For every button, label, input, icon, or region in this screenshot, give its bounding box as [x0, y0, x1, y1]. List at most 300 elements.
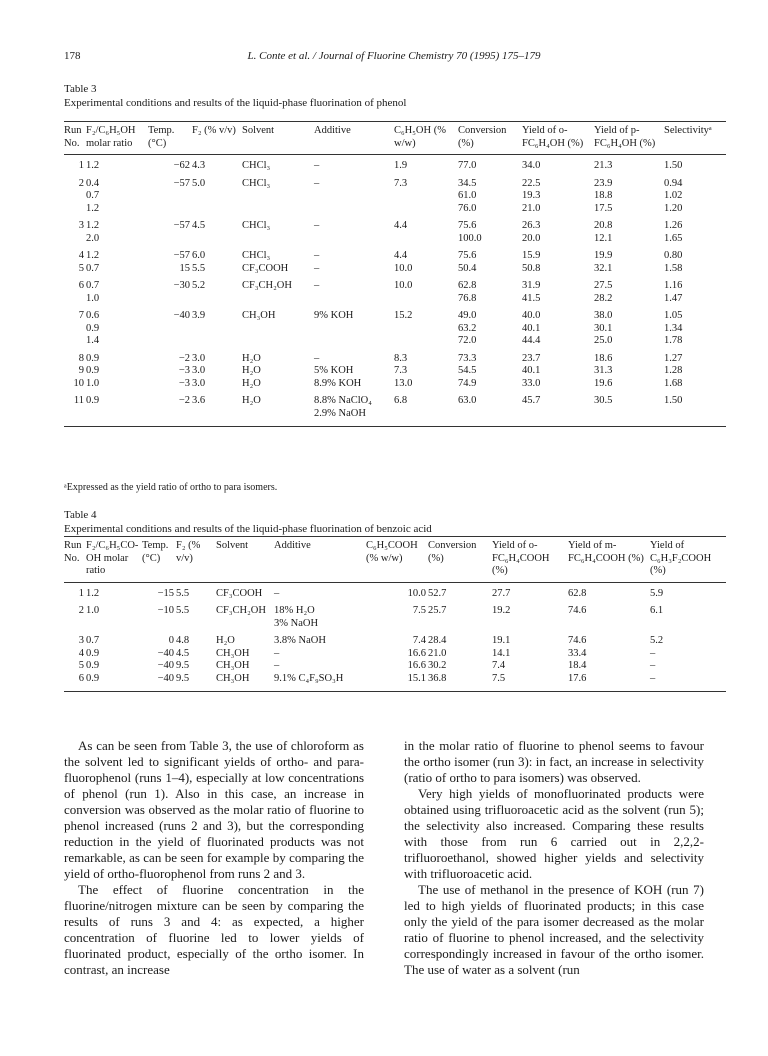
table-cell: [192, 408, 242, 426]
table-cell: 19.1: [492, 635, 511, 646]
table-cell: [314, 233, 394, 246]
table-cell: 3.6: [192, 395, 206, 406]
table-row: [64, 618, 726, 631]
table-cell: [192, 335, 242, 348]
table-cell: 2: [78, 605, 84, 616]
table-cell: 1.28: [664, 365, 683, 376]
table-cell: −57: [173, 220, 190, 231]
table-cell: 4.4: [394, 250, 408, 261]
table-cell: 5: [78, 262, 84, 274]
table-cell: [394, 323, 458, 336]
table-cell: 40.1: [522, 365, 541, 376]
table-cell: 0.7: [86, 635, 100, 646]
table-cell: 26.3: [522, 220, 541, 231]
table-cell: 4.3: [192, 160, 206, 171]
table-cell: CH₃OH: [216, 672, 250, 684]
column-header: F₂ (% v/v): [176, 540, 201, 564]
table-cell: 18.6: [594, 352, 613, 364]
table3-bottom-rule: [64, 426, 726, 427]
table-row: [64, 155, 726, 173]
table-cell: H₂O: [242, 395, 261, 406]
table-cell: [192, 190, 242, 203]
table-cell: [650, 618, 726, 631]
table-cell: 33.0: [522, 377, 541, 389]
table-cell: 5.5: [192, 262, 206, 274]
table-cell: [64, 335, 86, 348]
row-group: [64, 390, 726, 425]
table-cell: 50.8: [522, 262, 541, 274]
table-cell: 5% KOH: [314, 365, 354, 376]
table-row: [64, 263, 726, 276]
table-cell: [64, 323, 86, 336]
table-cell: 1.78: [664, 335, 683, 346]
table-cell: 34.0: [522, 160, 541, 171]
row-group: [64, 155, 726, 173]
table-cell: −57: [173, 177, 190, 189]
table-cell: –: [314, 220, 320, 231]
table-cell: 8: [78, 352, 84, 364]
table-row: [64, 378, 726, 391]
table-cell: –: [274, 587, 280, 599]
table-cell: [176, 618, 216, 631]
table-cell: 0.7: [86, 280, 100, 291]
table-cell: [86, 408, 148, 426]
table-row: [64, 408, 726, 426]
table-cell: [428, 618, 492, 631]
row-group: [64, 215, 726, 245]
table-cell: [142, 618, 176, 631]
table-cell: 3: [78, 635, 84, 646]
table-cell: [148, 233, 192, 246]
table-cell: 7.3: [394, 177, 408, 189]
body-paragraph: The effect of fluorine concentration in the fluorine/nitrogen mixture can be seen by comparing the results of runs 3 and 4: as expected, a higher concentration of fluorine led to lower yields of fluorinated product, especially of the ortho isomer. In contrast, an increase: [64, 882, 364, 977]
table-cell: 3.9: [192, 310, 206, 321]
table-cell: 0.9: [86, 672, 100, 684]
table-cell: 19.3: [522, 190, 541, 201]
table-cell: 74.6: [568, 605, 587, 616]
column-header: F₂/C₆H₅CO-OH molar ratio: [86, 540, 139, 576]
table-cell: 21.0: [428, 647, 447, 659]
column-header: Solvent: [242, 125, 275, 136]
table-cell: 44.4: [522, 335, 541, 346]
table-row: [64, 233, 726, 246]
table-cell: [242, 190, 314, 203]
table-cell: –: [650, 647, 656, 659]
table-cell: 10: [73, 377, 84, 389]
table-cell: [394, 335, 458, 348]
table-cell: 62.8: [568, 587, 587, 599]
table-cell: 30.2: [428, 660, 447, 671]
table-cell: 75.6: [458, 220, 477, 231]
table-cell: −62: [173, 160, 190, 171]
table-cell: −40: [157, 672, 174, 684]
running-title: L. Conte et al. / Journal of Fluorine Chemistry 70 (1995) 175–179: [247, 50, 541, 62]
table-cell: −15: [157, 587, 174, 599]
table-cell: [394, 203, 458, 216]
table-cell: [216, 618, 274, 631]
table-cell: 73.3: [458, 352, 477, 364]
table-cell: H₂O: [242, 377, 261, 389]
table-cell: CHCl₃: [242, 160, 271, 171]
table4-label: Table 4: [64, 509, 97, 521]
table-cell: 23.9: [594, 177, 613, 189]
table3: [64, 121, 726, 425]
table-cell: 15.1: [407, 672, 426, 684]
table-cell: 4.4: [394, 220, 408, 231]
table-cell: 16.6: [407, 647, 426, 659]
table-cell: 2.9% NaOH: [314, 407, 366, 419]
table-cell: [314, 335, 394, 348]
body-column-left: [64, 738, 364, 978]
table-cell: 20.0: [522, 232, 541, 244]
table-cell: −40: [157, 660, 174, 671]
table-cell: 17.6: [568, 672, 587, 684]
table-cell: 2.0: [86, 232, 100, 244]
table-cell: 72.0: [458, 335, 477, 346]
table-cell: 1.47: [664, 292, 683, 304]
table3-caption: [64, 82, 726, 110]
table-cell: [64, 203, 86, 216]
table-cell: 18.8: [594, 190, 613, 201]
table-cell: 3: [78, 220, 84, 231]
table-cell: −57: [173, 250, 190, 261]
column-header: Yield of C₆H₃F₂COOH (%): [650, 540, 712, 576]
table-row: [64, 305, 726, 323]
table-cell: 7: [78, 310, 84, 321]
table-cell: 1.0: [86, 605, 100, 616]
table-cell: 1: [78, 160, 84, 171]
table-cell: 4: [78, 647, 84, 659]
table-cell: CHCl₃: [242, 250, 271, 261]
column-header: C₆H₅OH (% w/w): [394, 125, 446, 149]
table-cell: 74.6: [568, 635, 587, 646]
table3-label: Table 3: [64, 83, 97, 95]
table-cell: 49.0: [458, 310, 477, 321]
table-cell: 1: [78, 587, 84, 599]
table-cell: 0.9: [86, 647, 100, 659]
table-cell: 77.0: [458, 160, 477, 171]
table-cell: 7.5: [412, 605, 426, 616]
table-cell: 18% H₂O: [274, 605, 315, 616]
table-row: [64, 245, 726, 263]
table-cell: 0.80: [664, 250, 683, 261]
table-cell: 1.2: [86, 160, 100, 171]
table-cell: 14.1: [492, 647, 511, 659]
table-cell: 23.7: [522, 352, 541, 364]
row-group: [64, 275, 726, 305]
table-cell: [568, 618, 650, 631]
table-cell: [86, 618, 142, 631]
table-cell: [242, 203, 314, 216]
table-row: [64, 600, 726, 618]
table-cell: 1.34: [664, 322, 683, 334]
table-cell: CH₃OH: [216, 647, 250, 659]
table-cell: −10: [157, 605, 174, 616]
table-cell: [314, 293, 394, 306]
table-cell: 5.0: [192, 177, 206, 189]
table-cell: [148, 323, 192, 336]
table-cell: 18.4: [568, 660, 587, 671]
table-cell: 22.5: [522, 177, 541, 189]
table-cell: –: [314, 352, 320, 364]
table-cell: 76.0: [458, 202, 477, 214]
table-cell: 32.1: [594, 262, 613, 274]
column-header: Run No.: [64, 125, 82, 149]
table-cell: [192, 233, 242, 246]
table-cell: –: [650, 672, 656, 684]
row-group: [64, 348, 726, 391]
table4-bottom-rule: [64, 691, 726, 692]
table-cell: 33.4: [568, 647, 587, 659]
table-cell: 1.68: [664, 377, 683, 389]
table-cell: 20.8: [594, 220, 613, 231]
table4-caption: [64, 508, 726, 536]
table-cell: 0.7: [86, 190, 100, 201]
table-cell: 1.2: [86, 220, 100, 231]
table-cell: [394, 233, 458, 246]
table-cell: 7.3: [394, 365, 408, 376]
column-header: Yield of o-FC₆H₄COOH (%): [492, 540, 550, 576]
table-cell: 17.5: [594, 202, 613, 214]
table-row: [64, 203, 726, 216]
table4: [64, 536, 726, 690]
column-header: Conversion (%): [428, 540, 477, 564]
table-cell: 3.0: [192, 365, 206, 376]
table-cell: 6.0: [192, 250, 206, 261]
table-cell: CF₃COOH: [242, 262, 289, 274]
table-cell: [242, 323, 314, 336]
table-cell: [242, 335, 314, 348]
table4-title: Experimental conditions and results of the liquid-phase fluorination of benzoic acid: [64, 523, 432, 535]
table-cell: –: [314, 250, 320, 261]
table-cell: 25.0: [594, 335, 613, 346]
table-cell: 3.8% NaOH: [274, 635, 326, 646]
table-cell: 40.0: [522, 310, 541, 321]
table-cell: 12.1: [594, 232, 613, 244]
table-cell: 28.4: [428, 635, 447, 646]
table-cell: 9: [78, 365, 84, 376]
table-cell: 1.50: [664, 395, 683, 406]
table-cell: 52.7: [428, 587, 447, 599]
table-cell: 25.7: [428, 605, 447, 616]
table-cell: [458, 408, 522, 426]
table-cell: [242, 408, 314, 426]
table-cell: 4.5: [192, 220, 206, 231]
table-cell: 63.0: [458, 395, 477, 406]
body-paragraph: As can be seen from Table 3, the use of chloroform as the solvent led to significant yields of ortho- and para-fluorophenol (runs 1–4), especially at low concentrations of phenol (run 1). Also in this case, an increase in conversion was observed as the molar ratio of fluorine to phenol increased (runs 2 and 3), but the corresponding reduction in the yield of fluorinated products was not remarkable, as can be seen for example by comparing the yield of ortho-fluorophenol from runs 2 and 3.: [64, 738, 364, 881]
table-row: [64, 215, 726, 233]
column-header: Solvent: [216, 540, 249, 551]
column-header: Selectivityᵃ: [664, 125, 712, 136]
table-cell: [594, 408, 664, 426]
column-header: Run No.: [64, 540, 82, 564]
column-header: F₂/C₆H₅OH molar ratio: [86, 125, 136, 149]
column-header: Temp. (°C): [148, 125, 175, 149]
table-cell: CH₃OH: [216, 660, 250, 671]
table-cell: 5.5: [176, 605, 190, 616]
table-cell: –: [314, 280, 320, 291]
table-cell: H₂O: [242, 352, 261, 364]
table-row: [64, 630, 726, 648]
table-cell: 28.2: [594, 292, 613, 304]
column-header: Conversion (%): [458, 125, 507, 149]
table-cell: 54.5: [458, 365, 477, 376]
table-cell: 74.9: [458, 377, 477, 389]
table-row: [64, 275, 726, 293]
table-cell: [314, 203, 394, 216]
table-cell: 5: [78, 660, 84, 671]
table-cell: 6: [78, 672, 84, 684]
table-cell: 40.1: [522, 322, 541, 334]
table-cell: 6: [78, 280, 84, 291]
table-cell: CHCl₃: [242, 177, 271, 189]
row-group: [64, 582, 726, 600]
row-group: [64, 600, 726, 630]
table-cell: 0.9: [86, 322, 100, 334]
body-paragraph: in the molar ratio of fluorine to phenol seems to favour the ortho isomer (run 3): in fact, an increase in selectivity (ratio of ortho to para isomers) was observed.: [404, 738, 704, 785]
table-cell: 36.8: [428, 672, 447, 684]
table-cell: [242, 233, 314, 246]
table-cell: −40: [173, 310, 190, 321]
table-cell: [242, 293, 314, 306]
column-header: Temp. (°C): [142, 540, 169, 564]
table-cell: −2: [178, 352, 190, 364]
column-header: Yield of o-FC₆H₄OH (%): [522, 125, 584, 149]
table-cell: 15: [179, 262, 190, 274]
table-cell: [148, 293, 192, 306]
column-header: Yield of p-FC₆H₄OH (%): [594, 125, 656, 149]
table-cell: 8.9% KOH: [314, 377, 362, 389]
table-row: [64, 582, 726, 600]
table-cell: 63.2: [458, 322, 477, 334]
table-cell: [64, 293, 86, 306]
table-cell: CHCl₃: [242, 220, 271, 231]
body-column-right: [404, 738, 704, 978]
table-cell: 15.9: [522, 250, 541, 261]
table-cell: 9.5: [176, 660, 190, 671]
table-cell: 1.0: [86, 292, 100, 304]
table-cell: –: [314, 262, 320, 274]
table-row: [64, 323, 726, 336]
table-cell: [148, 335, 192, 348]
row-group: [64, 305, 726, 348]
table-cell: 10.0: [394, 280, 413, 291]
table-cell: H₂O: [242, 365, 261, 376]
table-cell: [394, 293, 458, 306]
column-header: F₂ (% v/v): [192, 125, 236, 136]
table-cell: H₂O: [216, 635, 235, 646]
table-cell: 0.7: [86, 262, 100, 274]
table-cell: 19.6: [594, 377, 613, 389]
table-cell: 1.2: [86, 202, 100, 214]
table-cell: [394, 190, 458, 203]
table-cell: 75.6: [458, 250, 477, 261]
table-cell: CF₃CH₂OH: [216, 605, 266, 616]
table-cell: 1.02: [664, 190, 683, 201]
table-cell: [148, 408, 192, 426]
row-group: [64, 173, 726, 216]
table-cell: 30.5: [594, 395, 613, 406]
table-cell: 41.5: [522, 292, 541, 304]
table-cell: 9% KOH: [314, 310, 354, 321]
table-cell: −30: [173, 280, 190, 291]
table-cell: 27.5: [594, 280, 613, 291]
table-cell: 21.0: [522, 202, 541, 214]
table-cell: [192, 323, 242, 336]
table-cell: 10.0: [394, 262, 413, 274]
table-cell: 5.2: [192, 280, 206, 291]
table-cell: 27.7: [492, 587, 511, 599]
table-cell: 1.9: [394, 160, 408, 171]
table-cell: 0.9: [86, 395, 100, 406]
table3-header: [64, 122, 726, 155]
table-cell: 15.2: [394, 310, 413, 321]
page-number: 178: [64, 50, 81, 62]
table-cell: 7.4: [412, 635, 426, 646]
table-cell: –: [314, 160, 320, 171]
table-row: [64, 190, 726, 203]
table-cell: [192, 293, 242, 306]
table-cell: 4: [78, 250, 84, 261]
table-cell: 100.0: [458, 232, 482, 244]
table-cell: 1.58: [664, 262, 683, 274]
table-row: [64, 293, 726, 306]
table-cell: 0.6: [86, 310, 100, 321]
table-cell: 4.5: [176, 647, 190, 659]
table-cell: 19.9: [594, 250, 613, 261]
table-cell: 9.5: [176, 672, 190, 684]
table-cell: –: [274, 660, 280, 671]
table-cell: 30.1: [594, 322, 613, 334]
table-cell: −2: [178, 395, 190, 406]
table-cell: 1.05: [664, 310, 683, 321]
table-row: [64, 365, 726, 378]
row-group: [64, 245, 726, 275]
table-cell: 31.3: [594, 365, 613, 376]
column-header: Additive: [314, 125, 351, 136]
table-cell: 4.8: [176, 635, 190, 646]
table-row: [64, 648, 726, 661]
table-cell: [314, 190, 394, 203]
table-cell: 45.7: [522, 395, 541, 406]
table-cell: CH₃OH: [242, 310, 276, 321]
table-row: [64, 173, 726, 191]
table-cell: 11: [73, 395, 84, 406]
table4-header: [64, 537, 726, 583]
table-cell: 1.50: [664, 160, 683, 171]
column-header: C₆H₅COOH (% w/w): [366, 540, 418, 564]
table-cell: 1.65: [664, 232, 683, 244]
table-cell: [64, 408, 86, 426]
table-cell: 6.1: [650, 605, 664, 616]
table-cell: 61.0: [458, 190, 477, 201]
table-cell: 0.9: [86, 365, 100, 376]
table-cell: 5.9: [650, 587, 664, 599]
table-cell: 0.9: [86, 660, 100, 671]
table-cell: 6.8: [394, 395, 408, 406]
table-cell: 1.20: [664, 202, 683, 214]
table-cell: 3.0: [192, 377, 206, 389]
table-cell: –: [314, 177, 320, 189]
table-cell: 8.3: [394, 352, 408, 364]
table-cell: 1.4: [86, 335, 100, 346]
table-cell: –: [650, 660, 656, 671]
table-cell: 5.2: [650, 635, 664, 646]
table-cell: 1.2: [86, 587, 100, 599]
table-cell: 0.4: [86, 177, 100, 189]
table-cell: [394, 408, 458, 426]
table-cell: 3% NaOH: [274, 617, 319, 629]
